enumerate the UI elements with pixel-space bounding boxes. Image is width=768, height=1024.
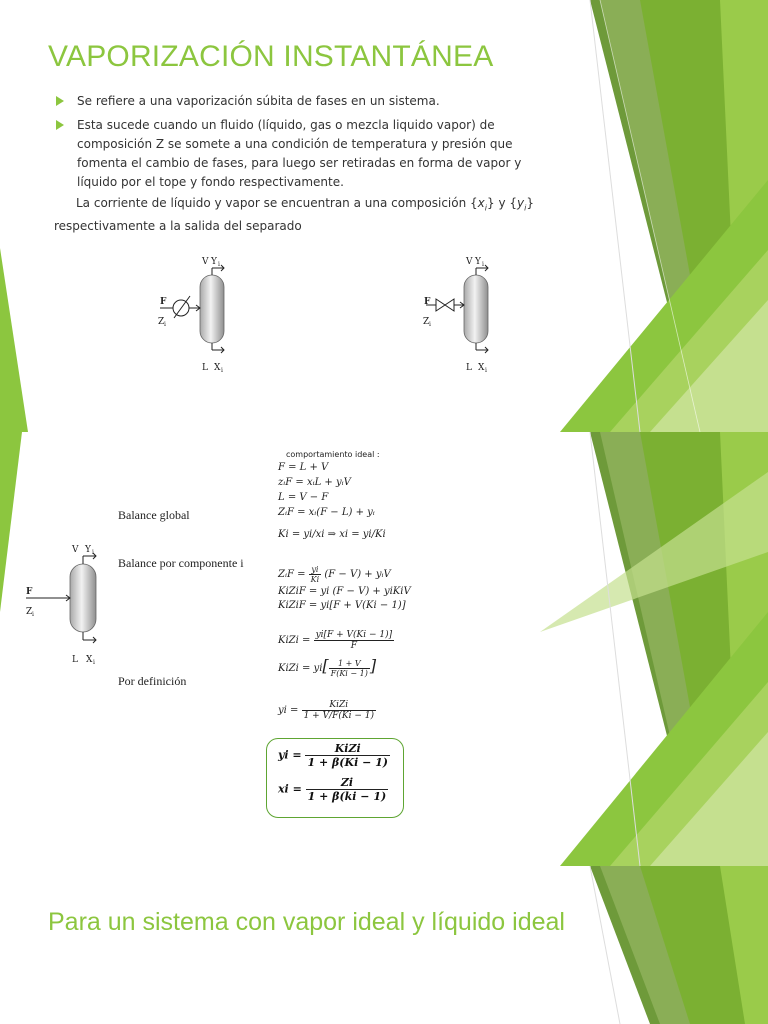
svg-text:i: i bbox=[221, 367, 223, 374]
svg-text:Z: Z bbox=[423, 317, 430, 327]
svg-text:Y: Y bbox=[475, 257, 481, 267]
equation: yi = $\frac{\text{KiZi}}{1 + V/F(Ki - 1)}$ bbox=[278, 700, 374, 721]
svg-text:F: F bbox=[424, 297, 431, 307]
ideal-behavior-heading: comportamiento ideal : bbox=[286, 450, 380, 459]
equation: zᵢF = xᵢL + yᵢV bbox=[278, 477, 351, 488]
svg-text:Y: Y bbox=[85, 545, 91, 555]
slide-decoration bbox=[0, 866, 768, 1024]
equation: L = V − F bbox=[278, 492, 329, 503]
definition-label: Por definición bbox=[118, 674, 187, 688]
equation: F = L + V bbox=[278, 462, 329, 473]
bullet-text: Se refiere a una vaporización súbita de fases en un sistema. bbox=[77, 94, 440, 108]
svg-text:V: V bbox=[466, 257, 473, 267]
svg-text:L: L bbox=[72, 655, 78, 665]
equation: Ki = yi/xi ⇒ xi = yi/Ki bbox=[278, 529, 386, 540]
composition-paragraph: La corriente de líquido y vapor se encuentran a una composición $\{x_i\}$ y $\{y_i\}$ respectivamente a la salida del separado bbox=[54, 196, 534, 234]
bullet-item bbox=[56, 92, 546, 111]
svg-text:Z: Z bbox=[158, 317, 165, 327]
svg-text:i: i bbox=[93, 659, 95, 666]
svg-text:i: i bbox=[482, 261, 484, 268]
slide-title: VAPORIZACIÓN INSTANTÁNEA bbox=[48, 40, 494, 73]
slide-3 bbox=[0, 866, 768, 1024]
slide-2 bbox=[0, 432, 768, 866]
flash-drum-diagram bbox=[18, 540, 128, 670]
balance-global-label: Balance global bbox=[118, 508, 190, 522]
svg-text:Z: Z bbox=[26, 607, 33, 617]
svg-text:i: i bbox=[429, 321, 431, 328]
svg-text:X: X bbox=[478, 363, 485, 373]
svg-text:V: V bbox=[72, 545, 79, 555]
svg-text:F: F bbox=[160, 297, 167, 307]
bullet-item bbox=[56, 116, 546, 192]
bullet-arrow-icon bbox=[56, 96, 64, 106]
equation: ZᵢF = xᵢ(F − L) + yᵢ bbox=[278, 507, 375, 518]
svg-text:X: X bbox=[214, 363, 221, 373]
slide-1 bbox=[0, 0, 768, 432]
svg-text:X: X bbox=[86, 655, 93, 665]
svg-text:V: V bbox=[202, 257, 209, 267]
svg-text:F: F bbox=[26, 587, 33, 597]
svg-text:i: i bbox=[32, 611, 34, 618]
boxed-equation-xi: xi = $\frac{Zi}{1 + \beta(ki - 1)}$ bbox=[278, 776, 387, 803]
flash-drum-heater-diagram bbox=[150, 250, 260, 380]
flash-drum-valve-diagram bbox=[414, 250, 524, 380]
balance-component-label: Balance por componente i bbox=[118, 556, 244, 570]
equation: KiZiF = yi[F + V(Ki − 1)] bbox=[278, 600, 406, 611]
svg-text:i: i bbox=[92, 549, 94, 556]
equation: KiZiF = yi (F − V) + yiKiV bbox=[278, 586, 411, 597]
equation: KiZi = yi[ $\frac{1 + V}{F(Ki - 1)}$ ] bbox=[278, 656, 377, 678]
equation: KiZi = $\frac{yi[F + V(Ki - 1)]}{F}$ bbox=[278, 630, 393, 651]
svg-text:L: L bbox=[202, 363, 208, 373]
svg-text:Y: Y bbox=[211, 257, 217, 267]
bullet-arrow-icon bbox=[56, 120, 64, 130]
svg-text:i: i bbox=[218, 261, 220, 268]
svg-text:i: i bbox=[485, 367, 487, 374]
svg-text:i: i bbox=[164, 321, 166, 328]
slide-title: Para un sistema con vapor ideal y líquido ideal bbox=[48, 908, 565, 936]
svg-text:L: L bbox=[466, 363, 472, 373]
bullet-text: Esta sucede cuando un fluido (líquido, gas o mezcla liquido vapor) de composición Z se somete a una condición de temperatura y presión que fomenta el cambio de fases, para luego ser retiradas en forma de vapor y líquido por el tope y fondo respectivamente. bbox=[77, 118, 522, 189]
equation: ZᵢF = $\frac{yi}{Ki}$ (F − V) + yᵢV bbox=[278, 565, 391, 584]
boxed-equation-yi: yi = $\frac{\text{KiZi}}{1 + \beta(Ki - 1)}$ bbox=[278, 742, 388, 769]
